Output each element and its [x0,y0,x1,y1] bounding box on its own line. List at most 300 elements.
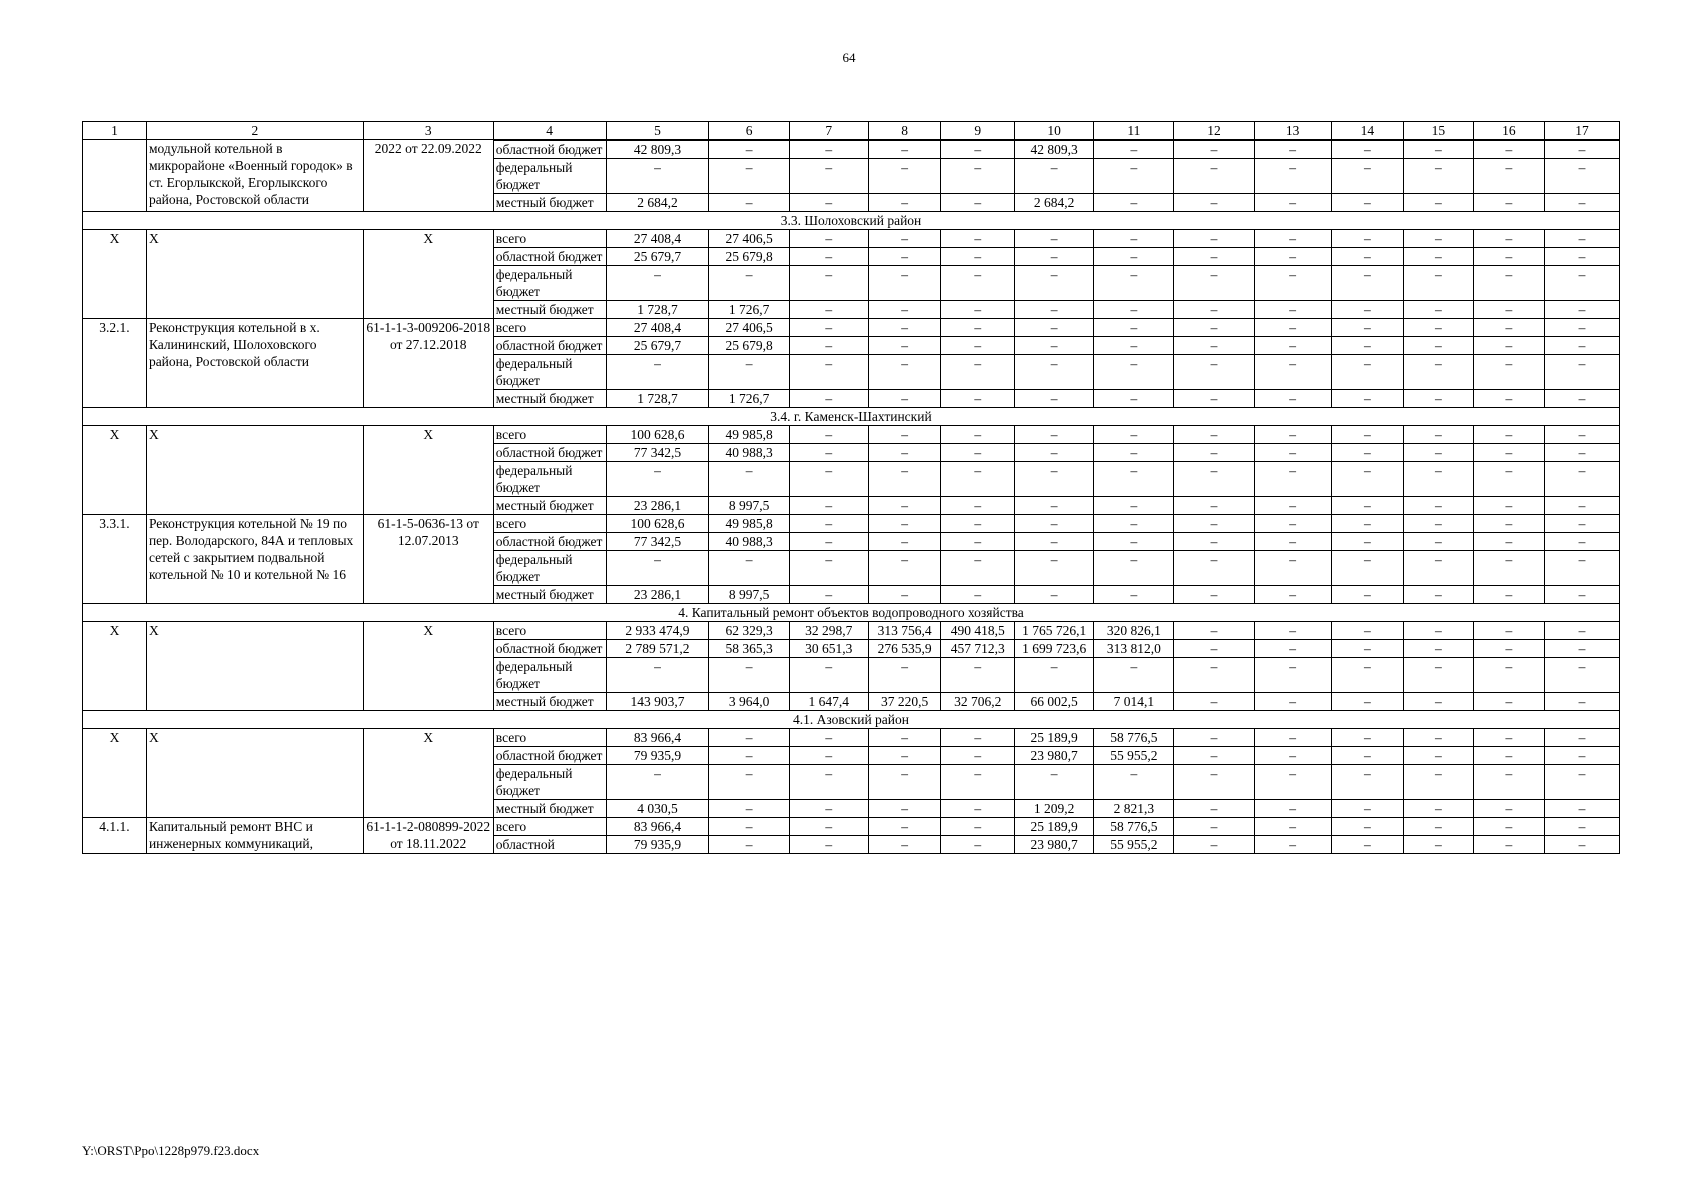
amount-cell: 457 712,3 [941,640,1015,658]
amount-cell: – [1254,800,1331,818]
column-number: 4 [493,122,606,140]
amount-cell: 58 776,5 [1094,729,1174,747]
amount-cell: – [1545,301,1620,319]
section-row [83,604,1620,622]
amount-cell: – [1404,586,1473,604]
amount-cell: – [1254,551,1331,586]
column-number: 7 [789,122,868,140]
amount-cell: 23 286,1 [606,497,709,515]
column-number: 2 [146,122,363,140]
amount-cell: – [709,765,789,800]
amount-cell: – [709,658,789,693]
section-row [83,408,1620,426]
amount-cell: – [1545,248,1620,266]
funding-source: областной бюджет [493,248,606,266]
amount-cell: – [1404,426,1473,444]
funding-source: всего [493,319,606,337]
column-number: 15 [1404,122,1473,140]
amount-cell: – [1254,765,1331,800]
amount-cell: – [868,551,941,586]
amount-cell: – [606,462,709,497]
amount-cell: 27 406,5 [709,230,789,248]
amount-cell: – [1545,194,1620,212]
amount-cell: – [941,230,1015,248]
section-title: 4. Капитальный ремонт объектов водопроводного хозяйства [83,604,1620,622]
amount-cell: 66 002,5 [1015,693,1094,711]
amount-cell: – [1331,800,1404,818]
amount-cell: – [1094,301,1174,319]
amount-cell: 1 726,7 [709,390,789,408]
amount-cell: 42 809,3 [606,141,709,159]
amount-cell: 2 821,3 [1094,800,1174,818]
amount-cell: – [1404,301,1473,319]
amount-cell: – [1331,248,1404,266]
amount-cell: – [1015,658,1094,693]
amount-cell: – [941,194,1015,212]
amount-cell: – [1174,515,1254,533]
amount-cell: – [1545,836,1620,854]
amount-cell: – [868,462,941,497]
amount-cell: – [868,658,941,693]
amount-cell: – [1473,319,1545,337]
amount-cell: 23 286,1 [606,586,709,604]
amount-cell: 313 756,4 [868,622,941,640]
amount-cell: – [1404,337,1473,355]
amount-cell: 100 628,6 [606,426,709,444]
amount-cell: – [941,159,1015,194]
object-name: Капитальный ремонт ВНС и инженерных коммуникаций, [146,818,363,854]
amount-cell: 4 030,5 [606,800,709,818]
amount-cell: – [941,248,1015,266]
item-number: 3.2.1. [83,319,147,408]
funding-source: местный бюджет [493,586,606,604]
amount-cell: 49 985,8 [709,426,789,444]
amount-cell: 1 647,4 [789,693,868,711]
amount-cell: – [1174,765,1254,800]
amount-cell: – [1545,355,1620,390]
amount-cell: – [1473,800,1545,818]
amount-cell: – [1015,230,1094,248]
amount-cell: – [1254,319,1331,337]
table-row [83,319,1620,337]
amount-cell: – [1331,497,1404,515]
amount-cell: – [789,800,868,818]
amount-cell: – [1254,355,1331,390]
amount-cell: – [1174,640,1254,658]
amount-cell: – [868,194,941,212]
amount-cell: – [1473,586,1545,604]
amount-cell: – [789,230,868,248]
amount-cell: – [1331,622,1404,640]
amount-cell: – [1404,765,1473,800]
column-number: 11 [1094,122,1174,140]
amount-cell: – [1545,462,1620,497]
amount-cell: – [1331,337,1404,355]
amount-cell: 2 684,2 [606,194,709,212]
amount-cell: – [789,586,868,604]
column-number: 1 [83,122,147,140]
amount-cell: – [1331,658,1404,693]
amount-cell: – [709,747,789,765]
amount-cell: 27 406,5 [709,319,789,337]
amount-cell: – [1404,319,1473,337]
amount-cell: 25 189,9 [1015,729,1094,747]
amount-cell: – [1254,248,1331,266]
amount-cell: – [1473,266,1545,301]
amount-cell: – [1174,141,1254,159]
page-number: 64 [842,50,856,65]
amount-cell: – [1331,533,1404,551]
amount-cell: – [1404,551,1473,586]
column-number: 8 [868,122,941,140]
amount-cell: – [1331,836,1404,854]
amount-cell: – [1254,515,1331,533]
funding-source: областной бюджет [493,747,606,765]
section-title: 3.3. Шолоховский район [83,212,1620,230]
amount-cell: – [868,248,941,266]
amount-cell: – [606,355,709,390]
amount-cell: – [1094,390,1174,408]
amount-cell: 58 365,3 [709,640,789,658]
amount-cell: – [1015,390,1094,408]
column-number: 3 [363,122,493,140]
item-number: Х [83,622,147,711]
amount-cell: – [1254,586,1331,604]
amount-cell: – [1545,800,1620,818]
amount-cell: – [1174,355,1254,390]
amount-cell: 1 209,2 [1015,800,1094,818]
amount-cell: – [941,426,1015,444]
amount-cell: 42 809,3 [1015,141,1094,159]
amount-cell: – [1545,497,1620,515]
amount-cell: – [1331,266,1404,301]
amount-cell: – [1174,818,1254,836]
amount-cell: 8 997,5 [709,586,789,604]
amount-cell: – [709,159,789,194]
section-row [83,212,1620,230]
amount-cell: – [1404,818,1473,836]
amount-cell: – [606,266,709,301]
amount-cell: – [1094,159,1174,194]
amount-cell: – [868,586,941,604]
amount-cell: 32 706,2 [941,693,1015,711]
amount-cell: – [1015,337,1094,355]
item-number: Х [83,426,147,515]
amount-cell: – [606,765,709,800]
amount-cell: – [1331,426,1404,444]
amount-cell: – [1015,266,1094,301]
section-row [83,711,1620,729]
amount-cell: 2 789 571,2 [606,640,709,658]
amount-cell: – [868,747,941,765]
amount-cell: – [1473,194,1545,212]
amount-cell: 1 728,7 [606,301,709,319]
amount-cell: 100 628,6 [606,515,709,533]
amount-cell: – [1174,194,1254,212]
amount-cell: – [1094,551,1174,586]
amount-cell: – [1473,515,1545,533]
amount-cell: 40 988,3 [709,444,789,462]
amount-cell: – [1015,551,1094,586]
amount-cell: – [941,818,1015,836]
column-number: 6 [709,122,789,140]
table-row [83,515,1620,533]
amount-cell: – [1545,426,1620,444]
amount-cell: – [1331,729,1404,747]
amount-cell: – [789,747,868,765]
amount-cell: 79 935,9 [606,836,709,854]
object-name: Реконструкция котельной в х. Калининский, Шолоховского района, Ростовской области [146,319,363,408]
amount-cell: – [1404,194,1473,212]
amount-cell: – [868,319,941,337]
amount-cell: – [941,444,1015,462]
amount-cell: – [1094,444,1174,462]
amount-cell: – [1015,444,1094,462]
amount-cell: 83 966,4 [606,729,709,747]
amount-cell: – [1545,622,1620,640]
amount-cell: – [1094,586,1174,604]
funding-source: местный бюджет [493,800,606,818]
amount-cell: – [1094,248,1174,266]
amount-cell: – [941,836,1015,854]
amount-cell: – [789,301,868,319]
amount-cell: – [1254,497,1331,515]
amount-cell: – [1094,462,1174,497]
amount-cell: – [789,426,868,444]
amount-cell: – [1404,444,1473,462]
amount-cell: – [606,551,709,586]
amount-cell: – [789,818,868,836]
funding-source: федеральный бюджет [493,266,606,301]
amount-cell: – [1094,230,1174,248]
amount-cell: – [1331,444,1404,462]
amount-cell: – [789,658,868,693]
amount-cell: – [1254,426,1331,444]
amount-cell: – [1473,248,1545,266]
funding-source: всего [493,729,606,747]
amount-cell: – [941,462,1015,497]
amount-cell: 30 651,3 [789,640,868,658]
amount-cell: – [1404,497,1473,515]
amount-cell: – [941,551,1015,586]
funding-source: местный бюджет [493,497,606,515]
funding-source: всего [493,818,606,836]
amount-cell: – [709,141,789,159]
amount-cell: – [1473,159,1545,194]
amount-cell: – [868,355,941,390]
budget-table [82,121,1620,854]
amount-cell: – [941,515,1015,533]
object-name: Х [146,426,363,515]
amount-cell: – [941,319,1015,337]
amount-cell: – [868,765,941,800]
amount-cell: – [1404,747,1473,765]
table-row [83,729,1620,747]
amount-cell: – [1254,194,1331,212]
amount-cell: – [1015,426,1094,444]
amount-cell: – [709,551,789,586]
amount-cell: – [941,266,1015,301]
amount-cell: – [1254,390,1331,408]
amount-cell: 25 679,8 [709,248,789,266]
amount-cell: – [1331,355,1404,390]
amount-cell: – [1254,266,1331,301]
funding-source: областной бюджет [493,141,606,159]
funding-source: областной бюджет [493,640,606,658]
amount-cell: 79 935,9 [606,747,709,765]
amount-cell: – [1174,301,1254,319]
amount-cell: – [1094,141,1174,159]
amount-cell: – [1473,551,1545,586]
amount-cell: – [1473,390,1545,408]
funding-source: всего [493,622,606,640]
amount-cell: – [1254,159,1331,194]
amount-cell: – [1404,159,1473,194]
amount-cell: – [1545,729,1620,747]
column-number: 9 [941,122,1015,140]
amount-cell: – [941,301,1015,319]
amount-cell: – [1331,747,1404,765]
amount-cell: – [868,426,941,444]
amount-cell: – [1331,462,1404,497]
amount-cell: 49 985,8 [709,515,789,533]
amount-cell: – [789,533,868,551]
amount-cell: – [709,194,789,212]
amount-cell: 1 699 723,6 [1015,640,1094,658]
amount-cell: – [1404,266,1473,301]
amount-cell: 55 955,2 [1094,836,1174,854]
amount-cell: – [1174,230,1254,248]
amount-cell: – [1473,693,1545,711]
amount-cell: – [1473,765,1545,800]
project-number: Х [363,729,493,818]
amount-cell: – [1473,337,1545,355]
section-title: 4.1. Азовский район [83,711,1620,729]
amount-cell: – [1331,818,1404,836]
object-name: модульной котельной в микрорайоне «Военный городок» в ст. Егорлыкской, Егорлыкского района, Ростовской области [146,140,363,212]
amount-cell: – [1015,301,1094,319]
funding-source: областной бюджет [493,337,606,355]
object-name: Х [146,622,363,711]
amount-cell: – [1545,658,1620,693]
amount-cell: – [1174,444,1254,462]
amount-cell: – [1174,497,1254,515]
amount-cell: 2 684,2 [1015,194,1094,212]
amount-cell: – [1404,693,1473,711]
column-number: 17 [1545,122,1620,140]
amount-cell: – [868,497,941,515]
funding-source: федеральный бюджет [493,159,606,194]
object-name: Х [146,729,363,818]
amount-cell: – [1331,765,1404,800]
amount-cell: – [1404,390,1473,408]
amount-cell: – [941,355,1015,390]
project-number: Х [363,230,493,319]
amount-cell: – [868,266,941,301]
amount-cell: – [709,266,789,301]
amount-cell: – [868,390,941,408]
amount-cell: – [868,337,941,355]
amount-cell: – [1174,426,1254,444]
amount-cell: 3 964,0 [709,693,789,711]
amount-cell: 7 014,1 [1094,693,1174,711]
amount-cell: – [789,765,868,800]
amount-cell: – [1254,693,1331,711]
amount-cell: – [1404,533,1473,551]
amount-cell: – [1174,800,1254,818]
amount-cell: – [868,141,941,159]
project-number: 61-1-1-3-009206-2018 от 27.12.2018 [363,319,493,408]
amount-cell: – [1174,337,1254,355]
amount-cell: – [1174,586,1254,604]
amount-cell: – [941,800,1015,818]
funding-source: всего [493,230,606,248]
funding-source: местный бюджет [493,390,606,408]
amount-cell: – [1404,622,1473,640]
item-number: 3.3.1. [83,515,147,604]
amount-cell: 77 342,5 [606,444,709,462]
amount-cell: 490 418,5 [941,622,1015,640]
amount-cell: – [1094,337,1174,355]
amount-cell: – [1174,248,1254,266]
amount-cell: 25 679,7 [606,248,709,266]
amount-cell: – [1174,390,1254,408]
amount-cell: – [1473,818,1545,836]
amount-cell: – [789,248,868,266]
object-name: Реконструкция котельной № 19 по пер. Володарского, 84А и тепловых сетей с закрытием подвальной котельной № 10 и котельной № 16 [146,515,363,604]
amount-cell: – [1404,729,1473,747]
amount-cell: – [1174,533,1254,551]
amount-cell: – [1254,337,1331,355]
table-row [83,622,1620,640]
amount-cell: – [1174,729,1254,747]
amount-cell: 2 933 474,9 [606,622,709,640]
amount-cell: – [1545,444,1620,462]
amount-cell: – [1545,515,1620,533]
amount-cell: – [1254,230,1331,248]
funding-source: федеральный бюджет [493,355,606,390]
amount-cell: – [941,141,1015,159]
amount-cell: – [1473,497,1545,515]
project-number: Х [363,622,493,711]
amount-cell: – [1174,159,1254,194]
amount-cell: – [709,729,789,747]
amount-cell: – [1331,551,1404,586]
amount-cell: – [1254,141,1331,159]
amount-cell: 40 988,3 [709,533,789,551]
amount-cell: – [1254,818,1331,836]
amount-cell: – [1254,301,1331,319]
amount-cell: – [1331,640,1404,658]
amount-cell: – [1094,355,1174,390]
amount-cell: – [1331,141,1404,159]
amount-cell: – [868,729,941,747]
amount-cell: – [789,551,868,586]
amount-cell: – [1254,533,1331,551]
amount-cell: – [1473,533,1545,551]
amount-cell: – [1404,248,1473,266]
amount-cell: – [1015,319,1094,337]
amount-cell: – [1094,319,1174,337]
amount-cell: 77 342,5 [606,533,709,551]
amount-cell: – [1174,622,1254,640]
amount-cell: – [1404,515,1473,533]
amount-cell: – [1545,390,1620,408]
amount-cell: – [1174,693,1254,711]
amount-cell: – [709,462,789,497]
amount-cell: – [941,337,1015,355]
amount-cell: – [941,729,1015,747]
